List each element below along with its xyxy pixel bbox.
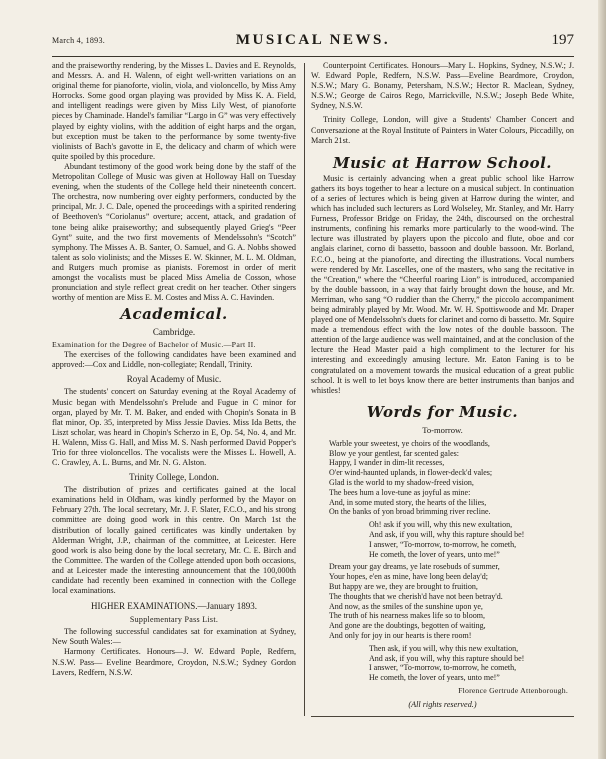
paragraph-metropolitan-college: Abundant testimony of the good work being done by the staff of the Metropolitan College of Music was given at Holloway Hall on Tuesday evening, when the students of the College held their nineteenth concert. The orchestra, now numbering over eighty performers, conducted by the principal, Mr. J. C. Dale, opened the proceedings with a spirited rendering of Beethoven's “Coriolanus” overture; accent, attack, and gradation of tone being alike praiseworthy; and subsequently played Grieg's “Peer Gynt” suite, and the two first movements of Mendelssohn's “Scotch” symphony. The Misses A. B. Santer, O. Samuel, and G. A. Nobbs showed talent as solo violinists; and the Misses E. W. Skinner, M. L. M. Oldman, and Rutgers much promise as pianists. Foremost in order of merit amongst the vocalists must be placed Miss Amelia de Cosson, whose pronunciation and style reflect great credit on her teacher. Other singers worthy of mention are Miss E. M. Costes and Miss A. C. Havinden. <box>52 161 296 303</box>
page-header <box>52 31 574 53</box>
poem-line: Dream your gay dreams, ye late rosebuds of summer, <box>329 562 500 572</box>
section-title-harrow: Music at Harrow School. <box>332 153 553 172</box>
left-column <box>52 61 296 678</box>
poem-line: Then ask, if you will, why this new exultation, <box>369 643 519 653</box>
paragraph-horrocks: and the praiseworthy rendering, by the Misses L. Davies and E. Reynolds, and Messrs. A. and H. Walenn, of eight well-written variations on an original theme for pianoforte, violin, viola, and violoncello, by Miss Amy Horrocks. Some good organ playing was provided by Miss K. A. Field, and intelligent readings were given by Miss Lily West, of pianoforte pieces by Chaminade. Handel's familiar “Largo in G” was very effectively played by eighty violins, with the addition of eight harps and the organ, but exception must be taken to the performance by some twenty-five violinists of Bach's gavotte in E, the delicacy and charm of which were quite spoiled by this procedure. <box>52 61 296 161</box>
poem-line: I answer, “To-morrow, to-morrow, he cometh, <box>369 663 517 673</box>
poem-line: The thoughts that we cherish'd have not been betray'd. <box>329 591 503 601</box>
page-number: 197 <box>551 32 574 48</box>
poem-line: Your hopes, e'en as mine, have long been delay'd; <box>329 572 488 582</box>
masthead-title: MUSICAL NEWS. <box>235 32 391 48</box>
poem-line: Happy, I wander in dim-lit recesses, <box>329 458 445 468</box>
subheading-trinity-college: Trinity College, London. <box>129 472 219 483</box>
poem-line: He cometh, the lover of years, unto me!” <box>369 549 500 559</box>
section-title-academical: Academical. <box>120 305 228 324</box>
poem-line: He cometh, the lover of years, unto me!” <box>369 673 500 683</box>
subheading-higher-examinations: HIGHER EXAMINATIONS.—January 1893. <box>91 601 257 612</box>
poem-stanza-2 <box>329 562 574 640</box>
column-end-rule <box>311 716 574 717</box>
poem-line: On the banks of yon broad brimming river recline. <box>329 507 491 517</box>
subheading-cambridge: Cambridge. <box>152 327 196 338</box>
paragraph-royal-academy: The students' concert on Saturday evening at the Royal Academy of Music began with Mendelssohn's Prelude and Fugue in C minor for organ, played by Mr. T. M. Baker, and ended with Chopin's Sonata in B flat minor, Op. 35, interpreted by Miss Jessie Davies. Miss Ida Betts, the Liszt scholar, was heard in Chopin's Scherzo in E, Op. 54, No. 4, and Mr. H. Walenn, Miss G. Hall, and Miss M. S. Nash performed David Popper's Trio for three violoncellos. The vocalists were the Misses L. Howell, A. C. Crawley, A. L. Burns, and Mr. N. G. Alston. <box>52 387 296 468</box>
poem-line: And now, as the smiles of the sunshine upon ye, <box>329 601 483 611</box>
rights-notice: (All rights reserved.) <box>408 699 477 709</box>
exam-heading: Examination for the Degree of Bachelor of Music.—Part II. <box>52 340 256 350</box>
subheading-royal-academy: Royal Academy of Music. <box>126 374 222 385</box>
page-edge-shadow <box>598 0 606 759</box>
paragraph-counterpoint-certificates: Counterpoint Certificates. Honours—Mary L. Hopkins, Sydney, N.S.W.; J. W. Edward Pople, Redfern, N.S.W. Pass—Eveline Beardmore, Croydon, N.S.W.; Mary G. Bonamy, Petersham, N.S.W.; Hector R. Maclean, Sydney, N.S.W.; George de Cairos Rego, Marrickville, N.S.W.; Joseph Bede White, Sydney, N.S.W. <box>311 61 574 111</box>
poem-line: Blow ye your gentlest, far scented gales: <box>329 448 459 458</box>
poem-line: The bees hum a love-tune as joyful as mine: <box>329 487 471 497</box>
poem-line: And ask, if you will, why this rapture should be! <box>369 529 525 539</box>
poem-line: Warble your sweetest, ye choirs of the woodlands, <box>329 438 490 448</box>
poem-title: To-morrow. <box>422 424 463 435</box>
poem-line: O'er wind-haunted uplands, in flower-deck'd vales; <box>329 468 493 478</box>
poem-line: Oh! ask if you will, why this new exultation, <box>369 520 513 530</box>
poem-stanza-1 <box>329 439 574 517</box>
paragraph-cambridge-results: The exercises of the following candidates have been examined and approved:—Cox and Liddle, non-collegiate; Rendall, Trinity. <box>52 350 296 370</box>
poem-line: Glad is the world to my shadow-freed vision, <box>329 478 474 487</box>
poem-line: I answer, “To-morrow, to-morrow, he cometh, <box>369 539 517 549</box>
paragraph-chamber-concert: Trinity College, London, will give a Students' Chamber Concert and Conversazione at the Royal Institute of Painters in Water Colours, Piccadilly, on March 21st. <box>311 115 574 145</box>
poem-line: And ask, if you will, why this rapture should be! <box>369 653 525 663</box>
poem-line: The truth of his nearness makes life so to bloom, <box>329 611 485 621</box>
paragraph-harrow-lecture: Music is certainly advancing when a great public school like Harrow gathers its boys together to hear a lecture on a musical subject. In continuation of a series of lectures which is being given at Harrow during the winter, and which has included such lecturers as Lord Wolseley, Mr. Stanley, and Mr. Harry Furness, Professor Bridge on Friday, the 24th, discoursed on the orchestral instruments, confining his remarks more particularly to the wood-wind. The lecture was illustrated by players upon the piccolo and flute, oboe and cor anglais clarinet, corno di bassetto, bassoon and double bassoon. Mr. Borland, F.C.O., being at the pianoforte, and directing the illustrations. Vocal numbers were rendered by Mr. Lascelles, one of the masters, who sang the recitative in the “Creation,” where the “Cheerful roaring Lion” is introduced, accompanied by the double bassoon, in a way that fairly brought down the house, and Mr. Merriman, who sang “O ruddier than the Cherry,” the piccolo accompaniment being admirably played by Mr. Wood. Mr. W. H. Spottiswoode and Mr. Draper played one of Mendelssohn's duets for clarinet and corno di bassetto. Mr. Squire made a tremendous effect with the low notes of the double bassoon. The attention of the large audience was well maintained, and at the conclusion of the lecture the Head Master paid a high compliment to the lecturer for his interesting and exceedingly amusing lecture. Mr. Eaton Faning is to be congratulated on a movement towards the musical education of a great public school. It is well to let boys know there are better instruments than banjos and whistles! <box>311 173 574 395</box>
poem-refrain-2 <box>369 644 574 683</box>
section-title-words-for-music: Words for Music. <box>366 402 519 421</box>
issue-date: March 4, 1893. <box>52 36 106 45</box>
poem-line: And only for joy in our hearts is there room! <box>329 630 472 640</box>
poem-line: But happy are we, they are brought to fruition, <box>329 581 478 591</box>
column-divider <box>304 63 305 716</box>
paragraph-sydney-candidates: The following successful candidates sat for examination at Sydney, New South Wales:— <box>52 627 296 647</box>
header-rule <box>52 56 574 57</box>
subheading-supplementary-pass-list: Supplementary Pass List. <box>129 615 219 625</box>
paragraph-trinity-college: The distribution of prizes and certificates gained at the local examinations held in Oldham, was kindly performed by the Mayor on February 27th. The local secretary, Mr. J. F. Slater, F.C.O., and his strong committee are doing good work in this centre. On March 1st the distribution of locally gained certificates was kindly undertaken by Alderman Wright, J.P., chairman of the committee, at Leicester. Here good work is also being done by the local secretary, Mr. C. E. Birch and the Committee. The warden of the College attended upon both occasions, and at Leicester made the interesting announcement that the 100,000th candidate had recently been examined in connection with the College local examinations. <box>52 485 296 596</box>
poem-refrain-1 <box>369 520 574 559</box>
poem-line: And gone are the doubtings, begotten of waiting, <box>329 621 486 631</box>
poem-author: Florence Gertrude Attenborough. <box>458 685 568 695</box>
paragraph-harmony-certificates: Harmony Certificates. Honours—J. W. Edward Pople, Redfern, N.S.W. Pass— Eveline Beardmore, Croydon, N.S.W.; Sydney Gordon Lavers, Redfern, N.S.W. <box>52 647 296 677</box>
right-column <box>311 61 574 710</box>
poem-line: And, in some muted story, the hearts of the lilies, <box>329 497 487 507</box>
